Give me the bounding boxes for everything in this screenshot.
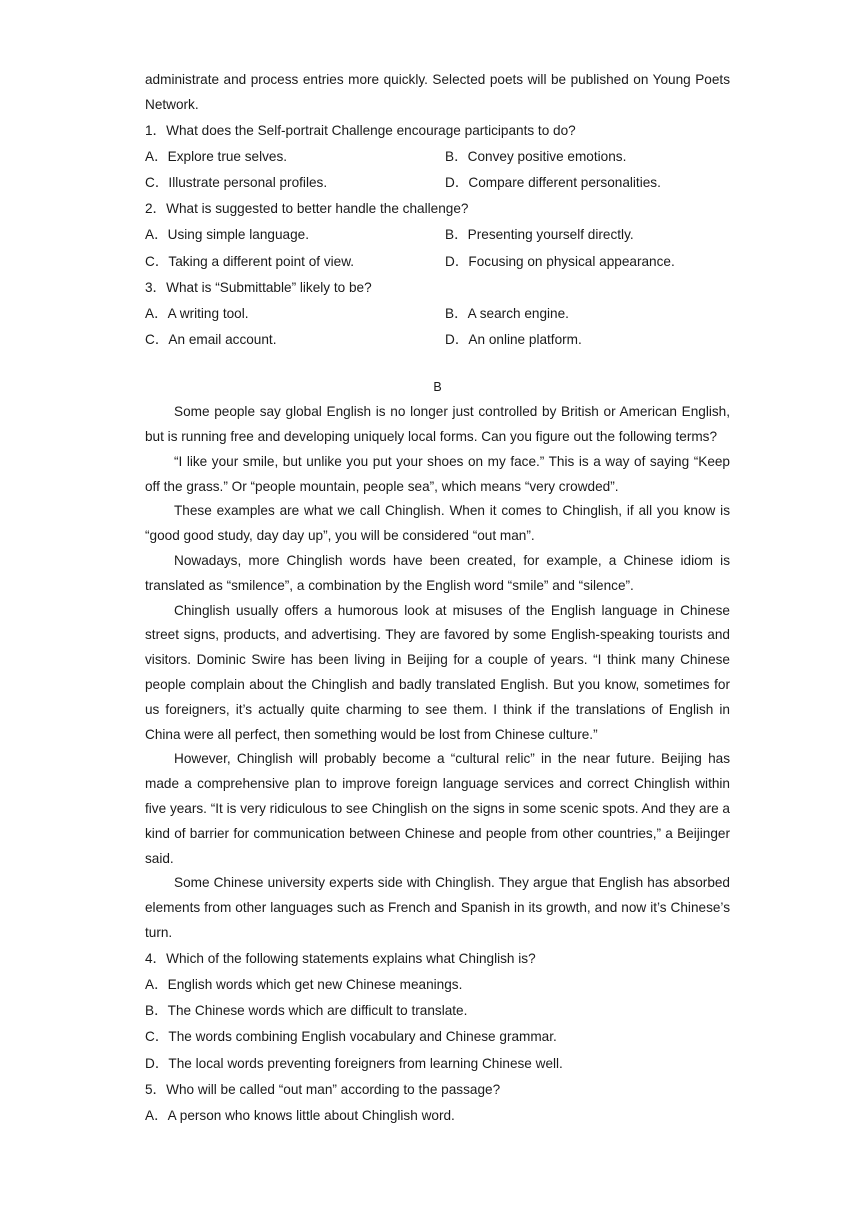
question-number: 3． [145, 279, 167, 295]
intro-continued-paragraph: administrate and process entries more quickly. Selected poets will be published on Young Poets Network. [145, 72, 730, 112]
question-4 [145, 946, 730, 1077]
option-b: B． The Chinese words which are difficult to translate. [145, 1003, 468, 1019]
options-grid [145, 301, 730, 353]
question-number: 2． [145, 201, 167, 217]
question-number: 4． [145, 950, 167, 966]
document-page [145, 68, 730, 1129]
option-c: C． An email account. [145, 332, 277, 348]
option-a: A． A person who knows little about Chinglish word. [145, 1107, 455, 1123]
passage-paragraph: These examples are what we call Chinglish. When it comes to Chinglish, if all you know is “good good study, day day up”, you will be considered “out man”. [145, 503, 730, 544]
option-d: D． An online platform. [445, 332, 582, 348]
option-b: B． Presenting yourself directly. [445, 227, 634, 243]
option-c: C． The words combining English vocabulary and Chinese grammar. [145, 1029, 557, 1045]
option-a: A． Using simple language. [145, 227, 309, 243]
passage-paragraph: Nowadays, more Chinglish words have been created, for example, a Chinese idiom is translated as “smilence”, a combination by the English word “smile” and “silence”. [145, 553, 730, 593]
question-text: What is suggested to better handle the challenge? [166, 201, 469, 217]
question-number: 1． [145, 122, 167, 138]
option-a: A． A writing tool. [145, 306, 249, 322]
passage-paragraph: “I like your smile, but unlike you put your shoes on my face.” This is a way of saying “Keep off the grass.” Or “people mountain, people sea”, which means “very crowded”. [145, 453, 730, 494]
question-text: Which of the following statements explains what Chinglish is? [166, 950, 536, 966]
question-text: What is “Submittable” likely to be? [166, 279, 372, 295]
passage-paragraph: Some Chinese university experts side with Chinglish. They argue that English has absorbed elements from other languages such as French and Spanish in its growth, and now it’s Chinese’s turn. [145, 875, 730, 940]
option-d: D． Compare different personalities. [445, 175, 661, 190]
question-2 [145, 196, 730, 275]
section-b-heading: B [433, 380, 442, 395]
passage-b [145, 400, 730, 946]
option-b: B． A search engine. [445, 306, 569, 322]
options-grid [145, 144, 730, 196]
question-3 [145, 275, 730, 354]
passage-paragraph: Chinglish usually offers a humorous look at misuses of the English language in Chinese street signs, products, and advertising. They are favored by some English-speaking tourists and visitors. Dominic Swire has been living in Beijing for a couple of years. “I think many Chinese people complain about the Chinglish and badly translated English. But you know, sometimes for us foreigners, it’s actually quite charming to see them. I think if the translations of English in China were all perfect, then something would be lost from Chinese culture.” [145, 602, 730, 742]
question-1 [145, 118, 730, 197]
passage-paragraph: Some people say global English is no longer just controlled by British or American English, but is running free and developing uniquely local forms. Can you figure out the following terms? [145, 404, 730, 445]
option-d: D． Focusing on physical appearance. [445, 253, 675, 269]
option-a: A． Explore true selves. [145, 148, 288, 164]
question-text: Who will be called “out man” according to the passage? [166, 1081, 501, 1097]
option-a: A． English words which get new Chinese meanings. [145, 976, 463, 992]
question-number: 5． [145, 1081, 167, 1097]
question-5 [145, 1077, 730, 1129]
option-c: C． Taking a different point of view. [145, 253, 355, 269]
option-c: C． Illustrate personal profiles. [145, 175, 328, 190]
option-d: D． The local words preventing foreigners from learning Chinese well. [145, 1055, 563, 1071]
question-text: What does the Self-portrait Challenge encourage participants to do? [166, 122, 576, 138]
passage-paragraph: However, Chinglish will probably become a “cultural relic” in the near future. Beijing has made a comprehensive plan to improve foreign language services and correct Chinglish within five years. “It is very ridiculous to see Chinglish on the signs in some scenic spots. And they are a kind of barrier for communication between Chinese and people from other countries,” a Beijinger said. [145, 751, 730, 866]
option-b: B． Convey positive emotions. [445, 148, 627, 164]
options-grid [145, 222, 730, 274]
